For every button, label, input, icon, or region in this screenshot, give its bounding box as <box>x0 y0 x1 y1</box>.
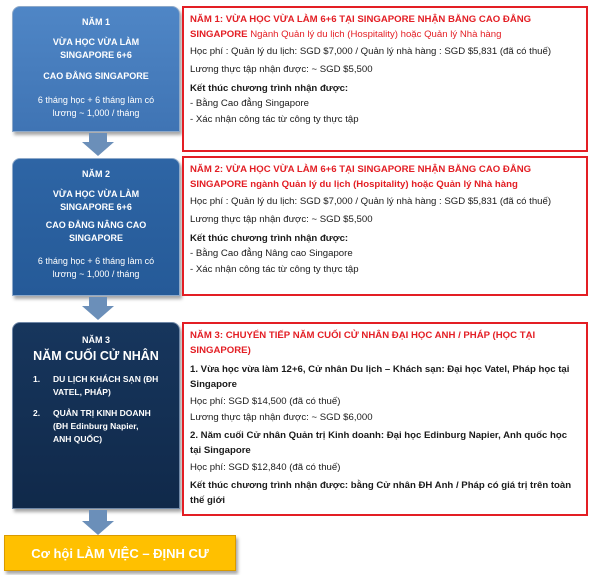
year3-detail-item1-salary: Lương thực tập nhận được: ~ SGD $6,000 <box>190 412 373 423</box>
year2-note-line2: lương ~ 1,000 / tháng <box>52 269 140 279</box>
arrow-down-icon <box>82 521 114 535</box>
arrow-down-icon <box>82 306 114 320</box>
list-item-number: 1. <box>33 374 41 384</box>
year1-detail-end-title: Kết thúc chương trình nhận được: <box>190 83 349 94</box>
year3-detail-title: NĂM 3: CHUYỂN TIẾP NĂM CUỐI CỬ NHÂN ĐẠI HỌC ANH / PHÁP (HỌC TẠI SINGAPORE) <box>190 330 536 356</box>
list-item-line: VATEL, PHÁP) <box>53 387 111 397</box>
year1-title-line1: VỪA HỌC VỪA LÀM <box>52 37 140 47</box>
list-item-line: ANH QUỐC) <box>53 434 103 444</box>
year1-note-line1: 6 tháng học + 6 tháng làm có <box>37 95 155 105</box>
year3-detail-item2-fee: Học phí: SGD $12,840 (đã có thuế) <box>190 462 341 473</box>
list-item <box>33 407 165 446</box>
year3-detail-end-title: Kết thúc chương trình nhận được: bằng Cử nhân ĐH Anh / Pháp có giá trị trên toàn thế giới <box>190 480 572 506</box>
year1-detail-end-item: - Xác nhận công tác từ công ty thực tập <box>190 114 359 125</box>
year2-detail-end-item: - Xác nhận công tác từ công ty thực tập <box>190 264 359 275</box>
year1-label: NĂM 1 <box>81 17 110 27</box>
year2-title-line4: SINGAPORE <box>68 233 123 243</box>
year2-title-line1: VỪA HỌC VỪA LÀM <box>52 189 140 199</box>
year1-title-line2: SINGAPORE 6+6 <box>60 50 132 60</box>
year2-title-line2: SINGAPORE 6+6 <box>60 202 132 212</box>
year3-detail-item1-title: 1. Vừa học vừa làm 12+6, Cử nhân Du lịch – Khách sạn: Đại học Vatel, Pháp học tại Singapore <box>190 364 570 390</box>
year3-list <box>13 373 179 446</box>
year1-title-line3: CAO ĐẲNG SINGAPORE <box>43 71 149 81</box>
list-item <box>33 373 165 399</box>
year3-detail-item2-title: 2. Năm cuối Cử nhân Quản trị Kinh doanh: Đại học Edinburg Napier, Anh quốc học tại Singapore <box>190 430 568 456</box>
year1-note-line2: lương ~ 1,000 / tháng <box>52 108 140 118</box>
year2-detail-salary: Lương thực tập nhận được: ~ SGD $5,500 <box>190 214 373 225</box>
year3-label: NĂM 3 <box>81 335 110 345</box>
year3-box <box>12 322 180 509</box>
year2-detail-fee: Học phí : Quản lý du lịch: SGD $7,000 / Quản lý nhà hàng : SGD $5,831 (đã có thuế) <box>190 196 552 207</box>
year2-note-line1: 6 tháng học + 6 tháng làm có <box>37 256 155 266</box>
list-item-line: DU LỊCH KHÁCH SẠN (ĐH <box>53 374 159 384</box>
list-item-line: (ĐH Edinburg Napier, <box>53 421 139 431</box>
year3-detail-box <box>182 322 588 516</box>
year2-detail-end-title: Kết thúc chương trình nhận được: <box>190 233 349 244</box>
year1-box <box>12 6 180 132</box>
arrow-down-icon <box>82 142 114 156</box>
year1-detail-title <box>190 12 580 42</box>
year2-label: NĂM 2 <box>81 169 110 179</box>
list-item-line: QUẢN TRỊ KINH DOANH <box>53 408 151 418</box>
year2-box <box>12 158 180 296</box>
list-item-number: 2. <box>33 408 41 418</box>
final-opportunity-box <box>4 535 236 571</box>
year1-detail-salary: Lương thực tập nhận được: ~ SGD $5,500 <box>190 64 373 75</box>
year3-title: NĂM CUỐI CỬ NHÂN <box>33 349 159 363</box>
year1-detail-end-item: - Bằng Cao đẳng Singapore <box>190 98 309 109</box>
year2-title-line3: CAO ĐẲNG NÂNG CAO <box>45 220 147 230</box>
year1-detail-fee: Học phí : Quản lý du lịch: SGD $7,000 / Quản lý nhà hàng : SGD $5,831 (đã có thuế) <box>190 46 552 57</box>
year2-detail-end-item: - Bằng Cao đẳng Nâng cao Singapore <box>190 248 353 259</box>
final-opportunity-label: Cơ hội LÀM VIỆC – ĐỊNH CƯ <box>31 545 209 561</box>
year2-detail-title: NĂM 2: VỪA HỌC VỪA LÀM 6+6 TẠI SINGAPORE NHẬN BẰNG CAO ĐẲNG SINGAPORE ngành Quản lý du lịch (Hospitality) hoặc Quản lý Nhà hàng <box>190 164 532 190</box>
year1-detail-box <box>182 6 588 152</box>
year1-detail-title-major: Ngành Quản lý du lịch (Hospitality) hoặc Quản lý Nhà hàng <box>250 29 502 40</box>
year2-detail-box <box>182 156 588 296</box>
year3-detail-item1-fee: Học phí: SGD $14,500 (đã có thuế) <box>190 396 341 407</box>
year1-detail-title-red: NĂM 1: VỪA HỌC VỪA LÀM 6+6 TẠI SINGAPORE NHẬN BẰNG CAO ĐẲNG SINGAPORE <box>190 14 532 40</box>
